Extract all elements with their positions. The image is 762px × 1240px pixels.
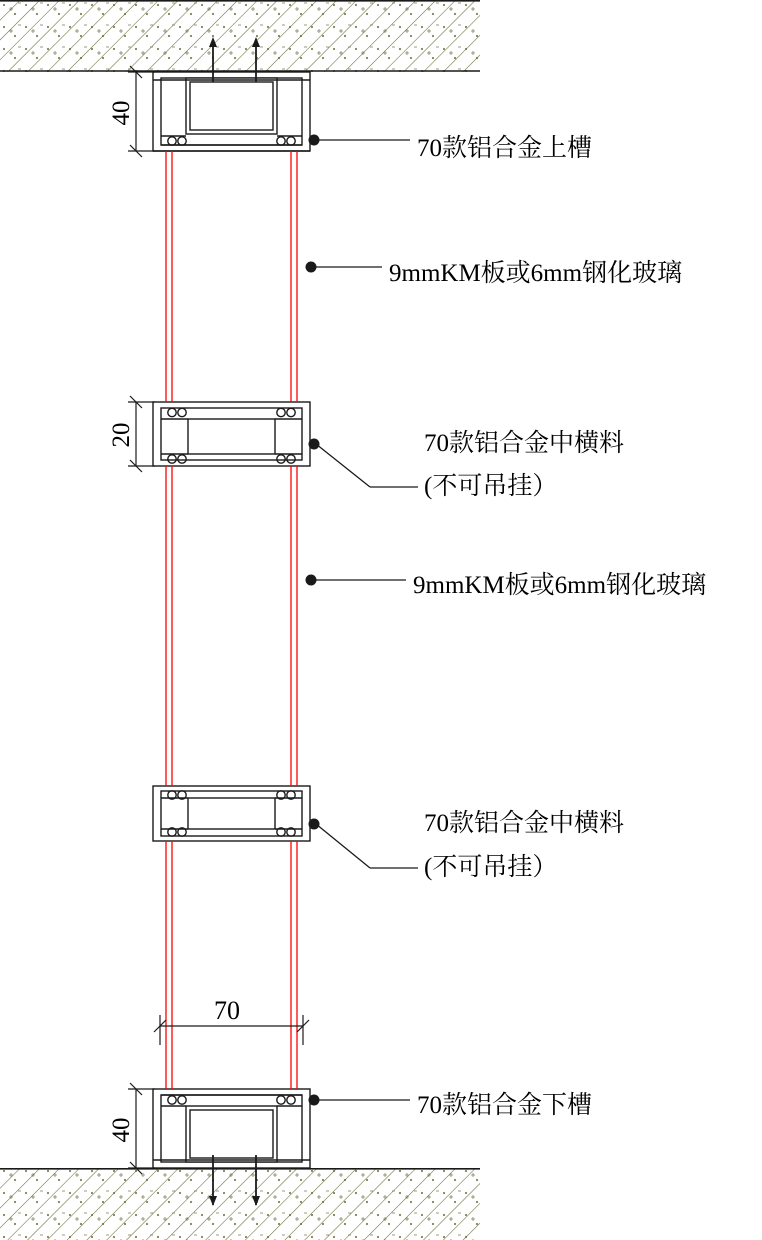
annotation-mid-rail-1-line1: 70款铝合金中横料	[424, 430, 625, 457]
dimension-top-40: 40	[108, 100, 135, 126]
mid-rail-profile-1	[153, 402, 310, 466]
annotation-mid-rail-1-line2: (不可吊挂）	[424, 473, 558, 500]
annotation-mid-rail-2-line1: 70款铝合金中横料	[424, 810, 625, 837]
annotation-top-track: 70款铝合金上槽	[417, 135, 593, 162]
bottom-slab	[0, 1168, 480, 1240]
dimension-width-70: 70	[214, 996, 240, 1025]
glass-panel-lines	[166, 151, 297, 1089]
annotation-bottom-track: 70款铝合金下槽	[417, 1092, 593, 1119]
annotation-mid-rail-2-line2: (不可吊挂）	[424, 854, 558, 881]
dimension-bottom-40: 40	[108, 1117, 135, 1143]
annotation-glass-lower: 9mmKM板或6mm钢化玻璃	[413, 572, 707, 599]
dimension-mid-20: 20	[108, 422, 135, 448]
top-slab	[0, 0, 480, 72]
annotation-glass-upper: 9mmKM板或6mm钢化玻璃	[389, 260, 683, 287]
mid-rail-profile-2	[153, 786, 310, 841]
